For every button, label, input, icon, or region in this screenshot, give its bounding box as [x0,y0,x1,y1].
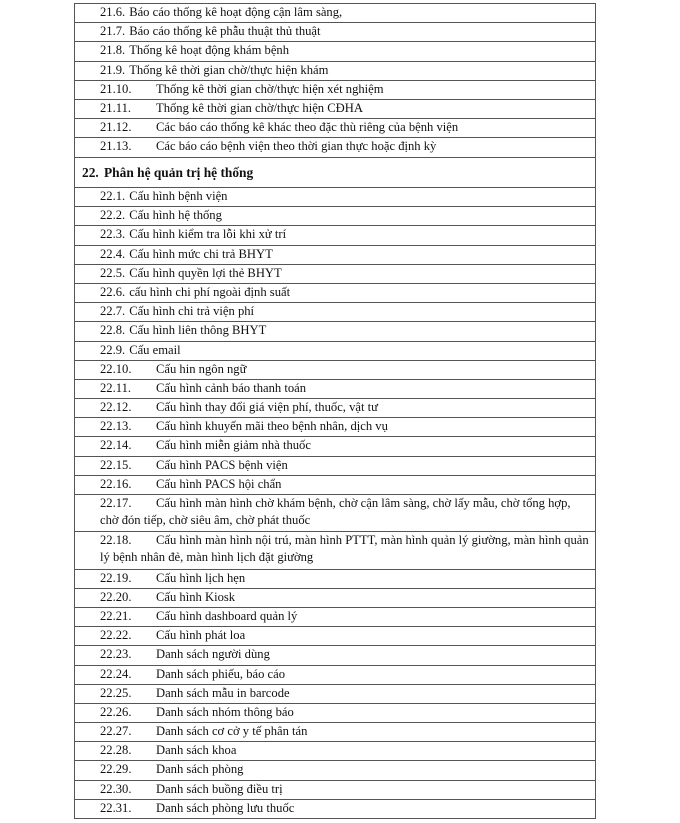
item-number: 22.18. [100,533,132,548]
table-row [75,303,596,322]
item-text: Cấu hình bệnh viện [129,189,228,203]
item-number: 21.9. [100,62,126,77]
item-number: 22.22. [100,628,132,643]
item-cell [75,569,596,588]
table-row [75,138,596,157]
item-number: 22.16. [100,476,132,491]
item-cell [75,99,596,118]
table-row [75,80,596,99]
table-row [75,360,596,379]
item-number: 22.10. [100,361,132,376]
item-text: Cấu hình thay đổi giá viện phí, thuốc, vật tư [156,400,378,415]
table-row [75,684,596,703]
item-number: 21.7. [100,24,126,39]
item-text: Danh sách khoa [156,743,237,758]
item-number: 22.3. [100,227,126,242]
item-number: 22.20. [100,589,132,604]
item-number: 22.1. [100,189,126,203]
table-row [75,532,596,569]
section-heading-row [75,157,596,188]
item-text: Báo cáo thống kê phẫu thuật thủ thuật [129,24,321,39]
table-row [75,264,596,283]
item-cell [75,723,596,742]
item-number: 22.24. [100,666,132,681]
item-text: Cấu hình lịch hẹn [156,570,246,585]
table-row [75,703,596,722]
item-number: 22.7. [100,304,126,319]
item-text: Danh sách mẫu in barcode [156,685,290,700]
item-number: 22.28. [100,743,132,758]
section-number: 22. [82,164,99,180]
item-cell [75,42,596,61]
item-text: Cấu hình mức chi trả BHYT [129,246,273,261]
item-number: 22.23. [100,647,132,662]
table-row [75,99,596,118]
item-cell [75,399,596,418]
item-text: Cấu hình PACS hội chẩn [156,476,282,491]
item-number: 22.6. [100,284,126,299]
table-row [75,119,596,138]
item-cell [75,138,596,157]
table-row [75,761,596,780]
item-cell [75,322,596,341]
item-number: 22.8. [100,323,126,338]
item-text: Danh sách phòng lưu thuốc [156,800,295,815]
item-cell [75,456,596,475]
table-row [75,341,596,360]
table-row [75,475,596,494]
item-number: 22.26. [100,704,132,719]
item-number: 22.9. [100,342,126,357]
table-row [75,437,596,456]
table-row [75,569,596,588]
item-number: 22.31. [100,800,132,815]
item-cell [75,532,596,569]
table-row [75,322,596,341]
item-cell [75,780,596,799]
item-number: 22.2. [100,208,126,223]
item-text: Cấu hình liên thông BHYT [129,323,267,338]
item-number: 21.6. [100,5,126,19]
item-text: Thống kê thời gian chờ/thực hiện xét nghiệm [156,81,384,96]
table-row [75,646,596,665]
item-text: Danh sách buồng điều trị [156,781,283,796]
table-row [75,61,596,80]
table-row [75,588,596,607]
item-number: 22.14. [100,438,132,453]
table-row [75,245,596,264]
item-text: Cấu hình cảnh báo thanh toán [156,380,307,395]
item-number: 21.8. [100,43,126,58]
item-cell [75,475,596,494]
table-row [75,23,596,42]
item-number: 21.11. [100,100,132,115]
item-cell [75,341,596,360]
table-row [75,799,596,818]
item-cell [75,646,596,665]
table-row [75,4,596,23]
item-text: Cấu hình chi trả viện phí [129,304,255,319]
table-row [75,379,596,398]
item-cell [75,264,596,283]
item-text: Cấu hình Kiosk [156,589,236,604]
item-text: Báo cáo thống kê hoạt động cận lâm sàng, [129,5,343,19]
item-text: Cấu hình quyền lợi thẻ BHYT [129,265,282,280]
item-cell [75,588,596,607]
item-text: Cấu hình dashboard quản lý [156,608,298,623]
item-text: Thống kê thời gian chờ/thực hiện khám [129,62,329,77]
item-cell [75,23,596,42]
item-text: Danh sách phiếu, báo cáo [156,666,286,681]
item-cell [75,188,596,207]
table-row [75,742,596,761]
item-text: Cấu hình miễn giảm nhà thuốc [156,438,311,453]
item-cell [75,703,596,722]
item-cell [75,226,596,245]
table-row [75,665,596,684]
item-text: Cấu hình PACS bệnh viện [156,457,288,472]
item-text: Thống kê hoạt động khám bệnh [129,43,290,58]
item-cell [75,379,596,398]
item-number: 21.10. [100,81,132,96]
item-text: Cấu hình kiểm tra lỗi khi xử trí [129,227,287,242]
table-row [75,607,596,626]
item-text: Cấu hình khuyến mãi theo bệnh nhân, dịch vụ [156,419,388,434]
item-number: 22.11. [100,380,132,395]
item-text: Cấu email [129,342,181,357]
item-cell [75,283,596,302]
table-row [75,207,596,226]
item-cell [75,80,596,99]
item-text: Các báo cáo bệnh viện theo thời gian thực hoặc định kỳ [156,139,437,154]
section-title: Phân hệ quản trị hệ thống [104,164,254,180]
section-heading-cell [75,157,596,188]
item-number: 22.21. [100,608,132,623]
item-number: 21.12. [100,120,132,135]
item-cell [75,742,596,761]
item-cell [75,627,596,646]
item-cell [75,418,596,437]
item-number: 22.29. [100,762,132,777]
item-text: Danh sách phòng [156,762,244,777]
item-cell [75,303,596,322]
item-number: 22.30. [100,781,132,796]
table-row [75,418,596,437]
table-row [75,723,596,742]
item-cell [75,4,596,23]
table-row [75,283,596,302]
table-row [75,399,596,418]
item-cell [75,119,596,138]
table-row [75,780,596,799]
item-text: Thống kê thời gian chờ/thực hiện CĐHA [156,100,363,115]
item-cell [75,437,596,456]
table-row [75,495,596,532]
document-table [74,3,596,819]
item-number: 22.15. [100,457,132,472]
item-cell [75,207,596,226]
item-cell [75,607,596,626]
item-text: Cấu hình màn hình nội trú, màn hình PTTT, màn hình quản lý giường, màn hình quản lý bệnh nhân đẻ, màn hình lịch đặt giường [100,533,589,565]
item-text: Cấu hin ngôn ngữ [156,361,247,376]
item-text: Danh sách người dùng [156,647,270,662]
table-row [75,188,596,207]
item-number: 22.19. [100,570,132,585]
item-cell [75,245,596,264]
item-number: 22.12. [100,400,132,415]
item-cell [75,684,596,703]
table-row [75,226,596,245]
item-text: Cấu hình hệ thống [129,208,222,223]
item-text: Các báo cáo thống kê khác theo đặc thù riêng của bệnh viện [156,120,459,135]
table-row [75,456,596,475]
item-cell [75,360,596,379]
item-cell [75,665,596,684]
item-number: 22.27. [100,724,132,739]
item-text: cấu hình chi phí ngoài định suất [129,284,291,299]
item-number: 21.13. [100,139,132,154]
item-number: 22.4. [100,246,126,261]
item-cell [75,799,596,818]
item-text: Cấu hình phát loa [156,628,246,643]
item-cell [75,761,596,780]
item-text: Cấu hình màn hình chờ khám bệnh, chờ cận lâm sàng, chờ lấy mẫu, chờ tổng hợp, chờ đón tiếp, chờ siêu âm, chờ phát thuốc [100,496,571,527]
item-number: 22.5. [100,265,126,280]
item-number: 22.13. [100,419,132,434]
item-text: Danh sách nhóm thông báo [156,704,294,719]
item-cell [75,495,596,532]
item-cell [75,61,596,80]
item-text: Danh sách cơ cở y tế phân tán [156,724,308,739]
table-row [75,42,596,61]
item-number: 22.17. [100,496,132,510]
item-number: 22.25. [100,685,132,700]
table-row [75,627,596,646]
